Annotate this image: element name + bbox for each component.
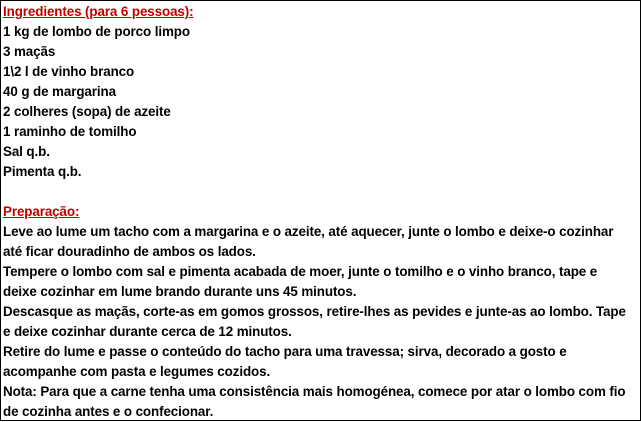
preparation-step: Descasque as maçãs, corte-as em gomos grossos, retire-lhes as pevides e junte-as ao lombo. Tape e deixe cozinhar durante cerca de 12 minutos. xyxy=(3,304,626,339)
ingredient-item: Sal q.b. xyxy=(3,144,50,159)
ingredient-item: 3 maçãs xyxy=(3,44,56,59)
preparation-step: Retire do lume e passe o conteúdo do tacho para uma travessa; sirva, decorado a gosto e acompanhe com pasta e legumes cozidos. xyxy=(3,344,567,379)
preparation-step: Nota: Para que a carne tenha uma consistência mais homogénea, comece por atar o lombo com fio de cozinha antes e o confecionar. xyxy=(3,384,626,419)
ingredients-list xyxy=(3,22,633,182)
recipe-document xyxy=(3,2,633,422)
preparation-step: Leve ao lume um tacho com a margarina e o azeite, até aquecer, junte o lombo e deixe-o cozinhar até ficar douradinho de ambos os lados. xyxy=(3,224,614,259)
spacer xyxy=(3,182,633,202)
ingredient-item: Pimenta q.b. xyxy=(3,164,82,179)
ingredient-item: 1\2 l de vinho branco xyxy=(3,64,135,79)
ingredient-item: 40 g de margarina xyxy=(3,84,116,99)
ingredient-item: 2 colheres (sopa) de azeite xyxy=(3,104,171,119)
preparation-heading: Preparação: xyxy=(3,204,80,219)
preparation-step: Tempere o lombo com sal e pimenta acabada de moer, junte o tomilho e o vinho branco, tape e deixe cozinhar em lume brando durante uns 45 minutos. xyxy=(3,264,598,299)
ingredients-heading: Ingredientes (para 6 pessoas): xyxy=(3,4,194,19)
ingredient-item: 1 kg de lombo de porco limpo xyxy=(3,24,190,39)
preparation-steps xyxy=(3,222,633,422)
ingredient-item: 1 raminho de tomilho xyxy=(3,124,137,139)
